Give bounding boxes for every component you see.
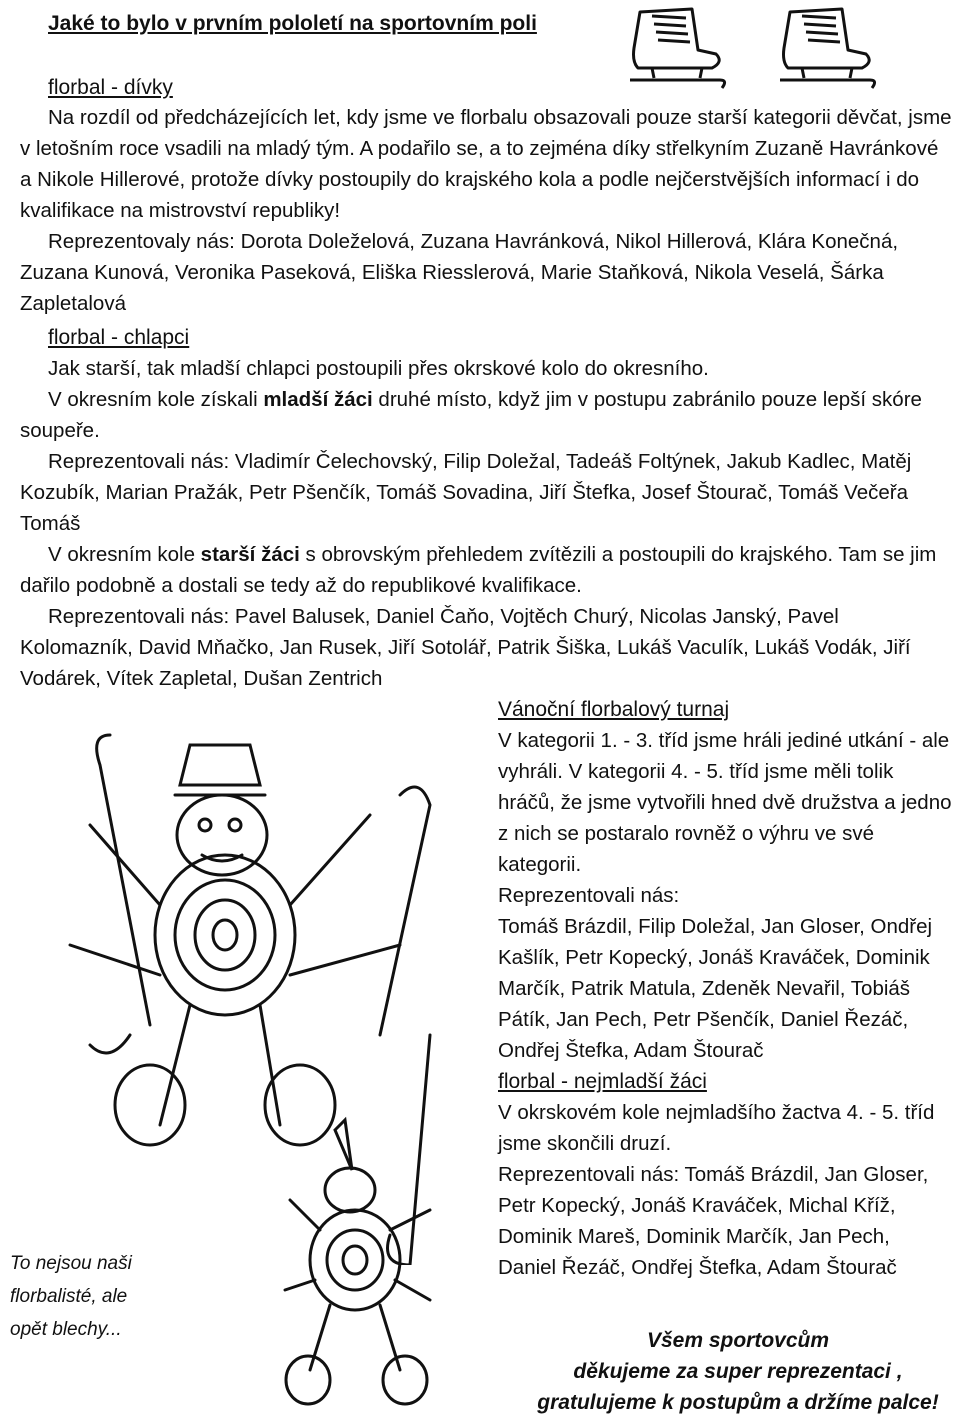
page-title: Jaké to bylo v prvním pololetí na sportovním poli [48, 12, 537, 35]
ice-skate-icon [780, 9, 875, 88]
flea-drawing-small [280, 1110, 490, 1410]
boys-paragraph-1: Jak starší, tak mladší chlapci postoupili přes okrskové kolo do okresního. [48, 357, 709, 380]
right-column [498, 694, 952, 1283]
drawing-caption: To nejsou naši florbalisté, ale opět blechy... [10, 1253, 132, 1340]
xmas-roster: Tomáš Brázdil, Filip Doležal, Jan Gloser, Ondřej Kašlík, Petr Kopecký, Jonáš Kraváček, Dominik Marčík, Patrik Matula, Zdeněk Nevařil, Tobiáš Pátík, Jan Pech, Petr Pšenčík, Daniel Řezáč, Ondřej Štefka, Adam Štourač [498, 915, 933, 1062]
section-heading-girls: florbal - dívky [48, 76, 173, 99]
section-heading-youngest: florbal - nejmladší žáci [498, 1070, 707, 1093]
boys-paragraph-2: V okresním kole získali mladší žáci druhé místo, když jim v postupu zabránilo pouze lepší skóre soupeře. [20, 388, 922, 442]
youngest-roster: Reprezentovali nás: Tomáš Brázdil, Jan Gloser, Petr Kopecký, Jonáš Kraváček, Michal Kříž, Dominik Mareš, Dominik Marčík, Jan Pech, Daniel Řezáč, Ondřej Štefka, Adam Štourač [498, 1163, 929, 1279]
section-heading-xmas: Vánoční florbalový turnaj [498, 698, 730, 721]
xmas-roster-label: Reprezentovali nás: [498, 884, 680, 907]
xmas-paragraph: V kategorii 1. - 3. tříd jsme hráli jediné utkání - ale vyhráli. V kategorii 4. - 5. tříd jsme měli tolik hráčů, že jsme vytvořili hned dvě družstva a jedno z nich se postaralo rovněž o výhru ve své kategorii. [498, 729, 952, 876]
thanks-message: Všem sportovcům děkujeme za super reprezentaci , gratulujeme k postupům a držíme palce! [537, 1329, 939, 1414]
boys-paragraph-3: V okresním kole starší žáci s obrovským přehledem zvítězili a postoupili do krajského. Tam se jim dařilo podobně a dostali se tedy až do republikové kvalifikace. [20, 543, 937, 597]
girls-section [20, 102, 954, 319]
section-heading-boys: florbal - chlapci [48, 326, 190, 349]
boys-roster-younger: Reprezentovali nás: Vladimír Čelechovský, Filip Doležal, Tadeáš Foltýnek, Jakub Kadlec, Matěj Kozubík, Marian Pražák, Petr Pšenčík, Tomáš Sovadina, Jiří Štefka, Josef Štourač, Tomáš Večeřa Tomáš [20, 450, 912, 535]
youngest-paragraph: V okrskovém kole nejmladšího žactva 4. - 5. tříd jsme skončili druzí. [498, 1101, 935, 1155]
ice-skates-illustration [612, 4, 960, 90]
ice-skate-icon [630, 9, 725, 88]
boys-section [20, 353, 954, 694]
girls-roster: Reprezentovaly nás: Dorota Doleželová, Zuzana Havránková, Nikol Hillerová, Klára Konečná, Zuzana Kunová, Veronika Paseková, Eliška Riesslerová, Marie Staňková, Nikola Veselá, Šárka Zapletalová [20, 230, 899, 315]
girls-paragraph: Na rozdíl od předcházejících let, kdy jsme ve florbalu obsazovali pouze starší kategorii děvčat, jsme v letošním roce vsadili na mladý tým. A podařilo se, a to zejména díky střelkyním Zuzaně Havránkové a Nikole Hillerové, protože dívky postoupily do krajského kola a podle nejčerstvějších informací i do kvalifikace na mistrovství republiky! [20, 106, 952, 222]
boys-roster-older: Reprezentovali nás: Pavel Balusek, Daniel Čaňo, Vojtěch Churý, Nicolas Janský, Pavel Kolomazník, David Mňačko, Jan Rusek, Jiří Sotolář, Patrik Šiška, Lukáš Vaculík, Lukáš Vodák, Jiří Vodárek, Vítek Zapletal, Dušan Zentrich [20, 605, 911, 690]
